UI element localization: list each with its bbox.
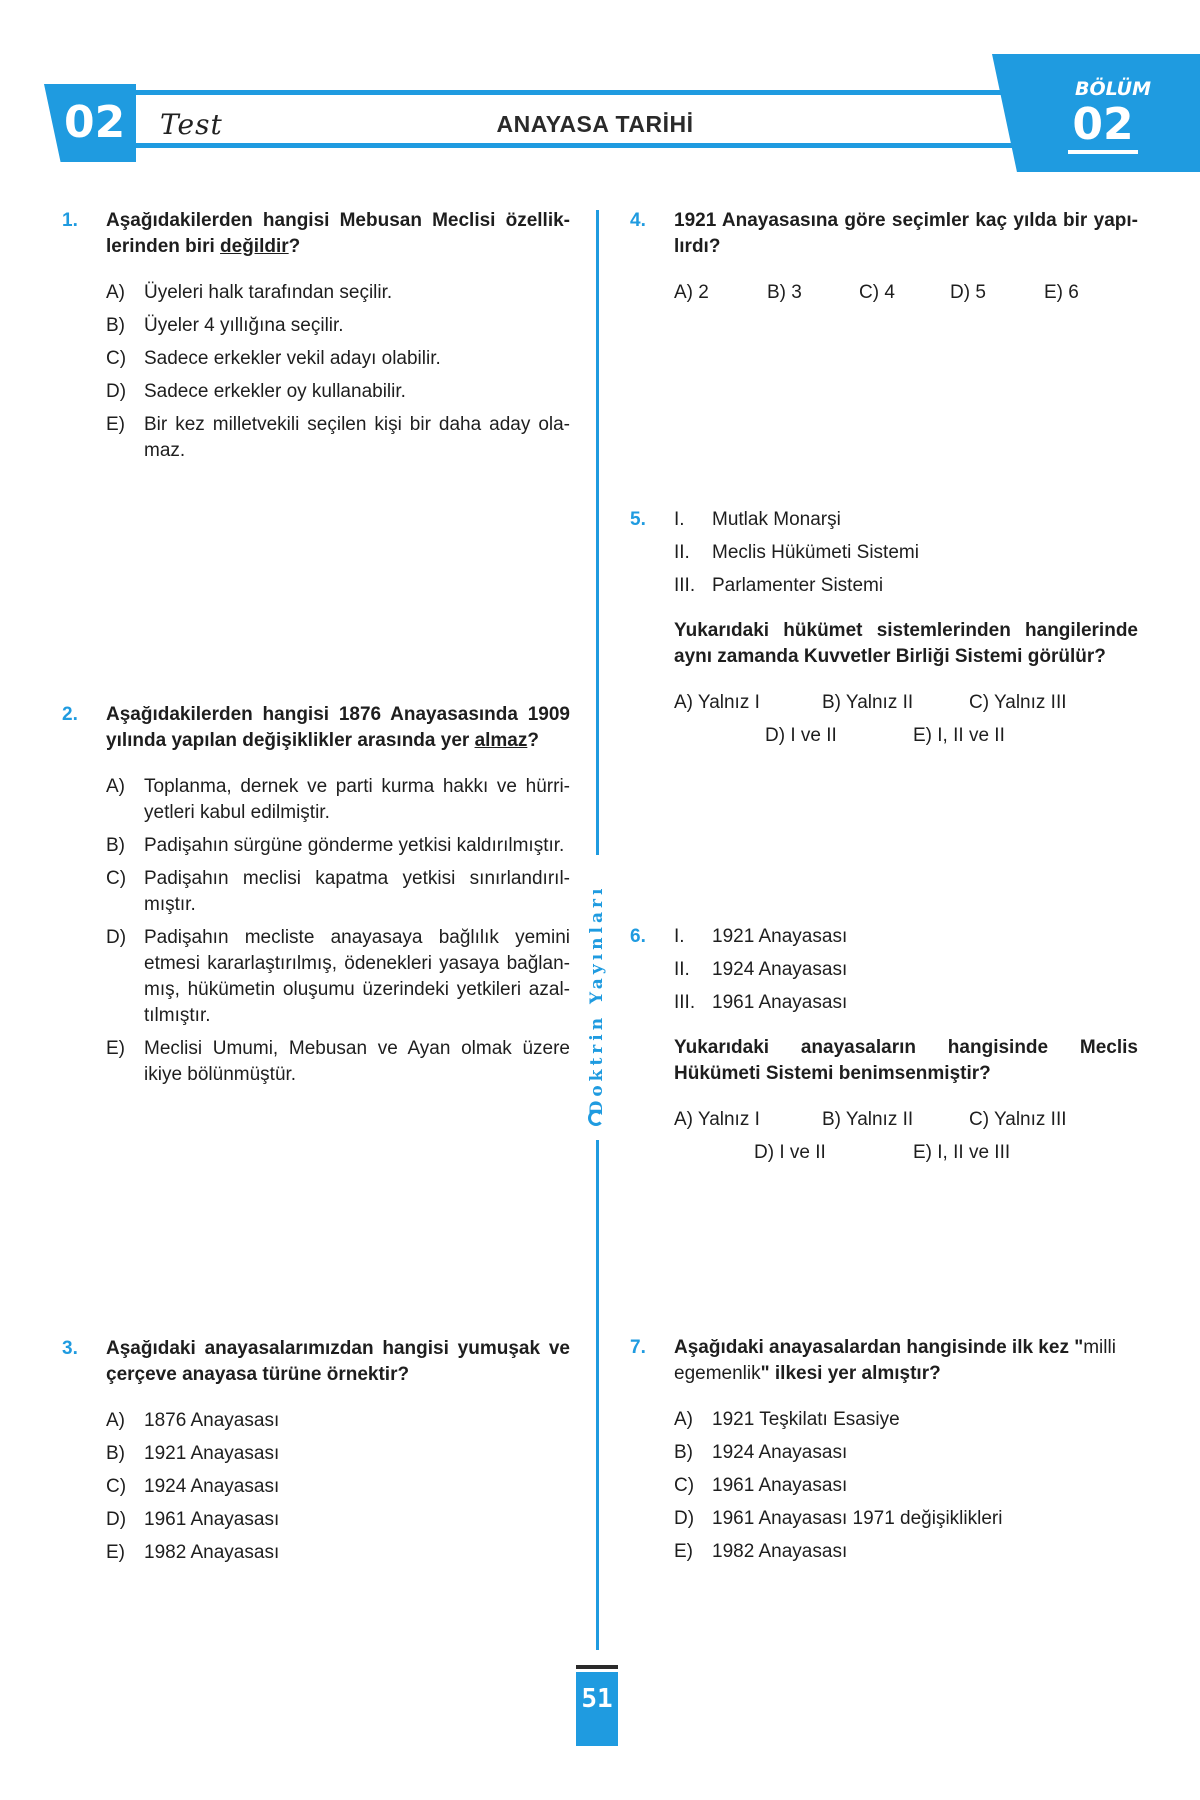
answer-option[interactable]: E) 6 bbox=[1044, 282, 1079, 303]
answer-option[interactable]: E) 1982 Anayasası bbox=[674, 1541, 848, 1562]
answer-option[interactable]: E) I, II ve III bbox=[913, 1142, 1011, 1163]
answer-option[interactable]: B) Padişahın sürgüne gönderme yetkisi kaldırılmıştır. bbox=[106, 835, 565, 856]
answer-option[interactable]: A) Yalnız I bbox=[674, 1109, 760, 1130]
answer-option[interactable]: A) 1876 Anayasası bbox=[106, 1410, 280, 1431]
section-label: BÖLÜM bbox=[1074, 78, 1152, 100]
answer-option[interactable]: E) Bir kez milletvekili seçilen kişi bir daha aday olamaz. bbox=[106, 414, 570, 461]
publisher-vertical-text: Doktrin Yayınları bbox=[587, 884, 607, 1116]
answer-option[interactable]: A) 2 bbox=[674, 282, 709, 303]
answer-option[interactable]: D) I ve II bbox=[754, 1142, 826, 1163]
question-2 bbox=[62, 702, 570, 1095]
answer-option[interactable]: C) Yalnız III bbox=[969, 692, 1067, 713]
answer-option[interactable]: C) 1961 Anayasası bbox=[674, 1475, 848, 1496]
answer-option[interactable]: B) Yalnız II bbox=[822, 692, 914, 713]
answer-option[interactable]: D) I ve II bbox=[765, 725, 837, 746]
emphasis-word: değildir bbox=[220, 236, 289, 257]
answer-option[interactable]: C) Sadece erkekler vekil adayı olabilir. bbox=[106, 348, 441, 369]
emphasis-word: almaz bbox=[474, 730, 528, 751]
question-stem: Aşağıdakilerden hangisi Mebusan Meclisi özelliklerinden biri değildir? bbox=[106, 210, 570, 257]
answer-option[interactable]: B) 1921 Anayasası bbox=[106, 1443, 280, 1464]
answer-option[interactable]: D) 1961 Anayasası bbox=[106, 1509, 280, 1530]
answer-option[interactable]: D) Sadece erkekler oy kullanabilir. bbox=[106, 381, 406, 402]
page-number-rule bbox=[576, 1665, 618, 1669]
answer-option[interactable]: D) 5 bbox=[950, 282, 986, 303]
answer-option[interactable]: C) Padişahın meclisi kapatma yetkisi sınırlandırılmıştır. bbox=[106, 868, 570, 915]
answer-option[interactable]: D) Padişahın mecliste anayasaya bağlılık yemini etmesi kararlaştırılmış, ödenekleri yasaya bağlanmış, hükümetin oluşumu üzerindeki yetkileri azaltılmıştır. bbox=[106, 927, 570, 1026]
statement-item: III. 1961 Anayasası bbox=[674, 992, 848, 1013]
answer-option[interactable]: A) Toplanma, dernek ve parti kurma hakkı ve hürriyetleri kabul edilmiştir. bbox=[106, 776, 570, 823]
question-5 bbox=[630, 507, 1138, 749]
answer-option[interactable]: E) Meclisi Umumi, Mebusan ve Ayan olmak üzere ikiye bölünmüştür. bbox=[106, 1038, 570, 1085]
test-number: 02 bbox=[64, 97, 126, 148]
answer-option[interactable]: A) Üyeleri halk tarafından seçilir. bbox=[106, 282, 393, 303]
page-number: 51 bbox=[576, 1672, 618, 1746]
answer-option[interactable]: B) Yalnız II bbox=[822, 1109, 914, 1130]
answer-option[interactable]: E) I, II ve II bbox=[913, 725, 1005, 746]
section-underline bbox=[1068, 150, 1138, 154]
question-number: 7. bbox=[630, 1337, 646, 1358]
test-label: Test bbox=[160, 108, 223, 141]
statement-item: II. Meclis Hükümeti Sistemi bbox=[674, 542, 919, 563]
question-4 bbox=[630, 208, 1138, 306]
question-3 bbox=[62, 1336, 570, 1573]
answer-option[interactable]: A) Yalnız I bbox=[674, 692, 760, 713]
question-1 bbox=[62, 208, 570, 471]
question-stem: Aşağıdaki anayasalardan hangisinde ilk kez "milli egemenlik" ilkesi yer almıştır? bbox=[674, 1337, 1116, 1384]
question-7 bbox=[630, 1335, 1138, 1572]
question-stem: Aşağıdakilerden hangisi 1876 Anayasasında 1909 yılında yapılan değişiklikler arasında yer almaz? bbox=[106, 704, 570, 751]
question-stem: Aşağıdaki anayasalarımızdan hangisi yumuşak ve çerçeve anayasa türüne örnektir? bbox=[106, 1338, 570, 1385]
statement-item: I. 1921 Anayasası bbox=[674, 926, 848, 947]
question-stem: Yukarıdaki anayasaların hangisinde Meclis Hükümeti Sistemi benimsenmiştir? bbox=[674, 1037, 1138, 1084]
question-number: 4. bbox=[630, 210, 646, 231]
answer-option[interactable]: B) Üyeler 4 yıllığına seçilir. bbox=[106, 315, 344, 336]
statement-item: I. Mutlak Monarşi bbox=[674, 509, 841, 530]
question-number: 5. bbox=[630, 509, 646, 530]
page-title: ANAYASA TARİHİ bbox=[496, 111, 694, 137]
answer-option[interactable]: C) Yalnız III bbox=[969, 1109, 1067, 1130]
answer-option[interactable]: D) 1961 Anayasası 1971 değişiklikleri bbox=[674, 1508, 1003, 1529]
statement-item: II. 1924 Anayasası bbox=[674, 959, 848, 980]
statement-item: III. Parlamenter Sistemi bbox=[674, 575, 884, 596]
question-6 bbox=[630, 924, 1138, 1166]
question-number: 2. bbox=[62, 704, 78, 725]
question-number: 3. bbox=[62, 1338, 78, 1359]
question-stem: Yukarıdaki hükümet sistemlerinden hangilerinde aynı zamanda Kuvvetler Birliği Sistemi görülür? bbox=[674, 620, 1138, 667]
question-number: 1. bbox=[62, 210, 78, 231]
question-number: 6. bbox=[630, 926, 646, 947]
quoted-term: milli egemenlik bbox=[674, 1337, 1116, 1384]
question-stem: 1921 Anayasasına göre seçimler kaç yılda bir yapılırdı? bbox=[674, 210, 1138, 257]
publisher-logo-icon bbox=[588, 1110, 604, 1126]
section-number: 02 bbox=[1072, 99, 1134, 150]
answer-option[interactable]: A) 1921 Teşkilatı Esasiye bbox=[674, 1409, 900, 1430]
answer-option[interactable]: B) 1924 Anayasası bbox=[674, 1442, 848, 1463]
answer-option[interactable]: C) 1924 Anayasası bbox=[106, 1476, 280, 1497]
answer-option[interactable]: C) 4 bbox=[859, 282, 895, 303]
answer-option[interactable]: E) 1982 Anayasası bbox=[106, 1542, 280, 1563]
answer-option[interactable]: B) 3 bbox=[767, 282, 802, 303]
